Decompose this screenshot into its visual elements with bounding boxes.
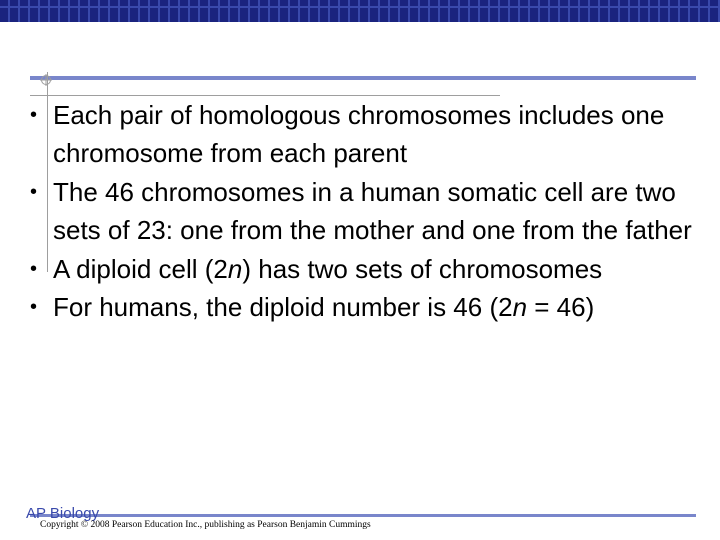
bullet-dot-icon: •	[30, 180, 38, 203]
bullet-text-part: A diploid cell (2	[53, 253, 228, 284]
bullet-item	[30, 173, 700, 250]
bullet-text-part: ) has two sets of chromosomes	[242, 253, 603, 284]
footer-subject-label: AP Biology	[26, 505, 100, 522]
bullet-text	[53, 254, 602, 284]
bullet-item	[30, 96, 700, 173]
bullet-text	[53, 292, 594, 322]
top-accent-line	[30, 76, 696, 80]
bullet-item	[30, 288, 700, 326]
bullet-dot-icon: •	[30, 104, 38, 126]
bullet-text	[53, 100, 664, 168]
bullet-text-italic: n	[227, 253, 243, 284]
bullet-text-part: For humans, the diploid number is 46 (2	[53, 292, 513, 323]
top-decorative-bar	[0, 0, 720, 22]
bullet-text-italic: n	[512, 292, 528, 323]
crosshair-icon	[40, 74, 52, 86]
footer-line	[30, 514, 696, 517]
bullet-dot-icon: •	[30, 296, 38, 319]
bullet-text-part: = 46)	[527, 292, 595, 323]
bullet-text	[53, 177, 692, 245]
bullet-dot-icon: •	[30, 257, 38, 280]
bullet-item	[30, 250, 700, 288]
bullet-list	[30, 96, 700, 326]
bullet-text-part: The 46 chromosomes in a human somatic cell are two sets of 23: one from the mother and one from the father	[53, 176, 692, 246]
bullet-text-part: Each pair of homologous chromosomes includes one chromosome from each parent	[53, 100, 665, 169]
footer-copyright: Copyright © 2008 Pearson Education Inc., publishing as Pearson Benjamin Cummings	[40, 520, 371, 530]
